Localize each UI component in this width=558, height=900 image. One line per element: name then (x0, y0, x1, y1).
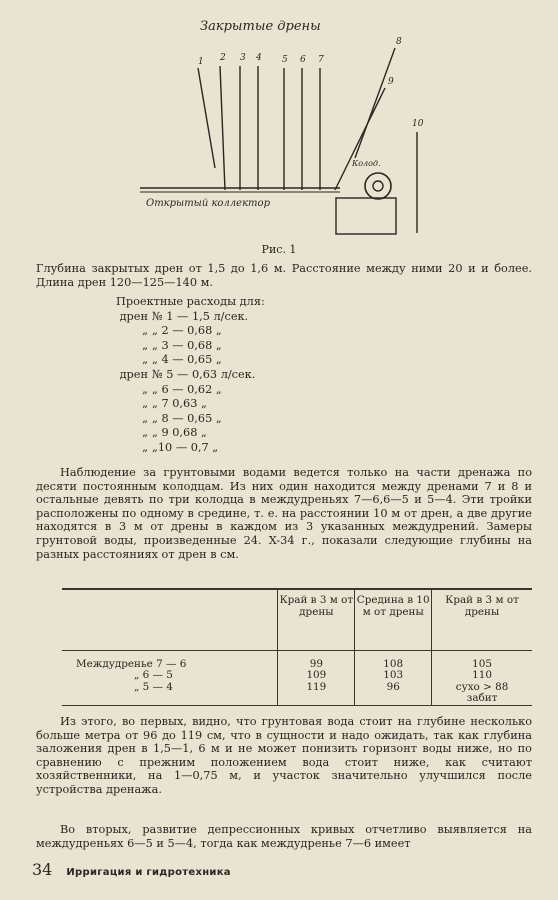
rate-label: „ (142, 426, 148, 440)
rate-label: „ (142, 353, 148, 367)
table-cell: 110 (472, 669, 492, 682)
table-cell: сухо > 88 забит (432, 682, 532, 705)
rate-value: „ 6 — 0,62 „ (152, 382, 222, 396)
collector-label: Открытый коллектор (146, 198, 270, 209)
table-header-row (62, 589, 532, 651)
rate-row (100, 383, 265, 398)
table-cell: 108 (355, 651, 432, 671)
outlet-box (336, 198, 396, 234)
page-number: 34 (32, 860, 53, 879)
table-cell: 119 (278, 682, 355, 705)
rate-label: дрен (119, 367, 148, 381)
table-row (62, 682, 532, 705)
drain-number: 3 (240, 53, 246, 63)
rate-value: „ 7 0,63 „ (152, 397, 207, 411)
rate-row (100, 441, 265, 456)
rate-value: „ 8 — 0,65 „ (152, 411, 222, 425)
rate-label: „ (142, 440, 148, 454)
drain-number: 1 (198, 57, 204, 67)
journal-title: Ирригация и гидротехника (66, 867, 231, 878)
rate-row (100, 426, 265, 441)
rate-value: „ 9 0,68 „ (152, 426, 207, 440)
rate-value: „10 — 0,7 „ (152, 440, 219, 454)
rate-label: „ (142, 411, 148, 425)
table-header (62, 589, 278, 651)
well-icon (365, 173, 391, 199)
rate-label: „ (142, 382, 148, 396)
page-footer (32, 860, 532, 879)
rate-row (100, 353, 265, 368)
drain-number: 9 (388, 77, 394, 87)
table-cell: 103 (355, 670, 432, 681)
rate-row (100, 339, 265, 354)
rate-value: „ 3 — 0,68 „ (152, 338, 222, 352)
table-cell: 96 (355, 682, 432, 705)
table-header: Край в 3 м от дрены (432, 589, 532, 651)
table-header: Средина в 10 м от дрены (355, 589, 432, 651)
rate-row (100, 368, 265, 383)
conclusion-paragraph: Из этого, во первых, видно, что грунтовая вода стоит на глубине несколько больше метра от 96 до 119 см, что в сущности и надо ожидать, так как глубина заложения дрен в 1,5—1, 6 м и не может понизить горизонт воды ниже, но по сравнению с прежним положением вода стоит ниже, как считают хозяйственники, на 1—0,75 м, и участок значительно улучшился после устройства дренажа. (36, 715, 532, 796)
figure-caption: Рис. 1 (261, 243, 297, 256)
drain-number: 10 (412, 119, 424, 129)
groundwater-table (62, 588, 532, 706)
rate-label: „ (142, 324, 148, 338)
table-cell: 105 (472, 658, 492, 670)
drainage-diagram (130, 8, 430, 240)
drain-number: 7 (318, 55, 324, 65)
figure-title: Закрытые дрены (200, 19, 321, 34)
rate-row (100, 324, 265, 339)
rate-label: дрен (119, 309, 148, 323)
design-rates (100, 295, 265, 456)
observation-paragraph: Наблюдение за грунтовыми водами ведется только на части дренажа по десяти постоянным колодцам. Из них один находится между дренами 7 и 8 и остальные девять по три колодца в междудреньях 7—6,6—5 и 5—4. Эти тройки расположены по одному в средине, т. е. на расстоянии 10 м от дрен, а две другие находятся в 3 м от дрены в каждом из 3 указанных междудрений. Замеры грунтовой воды, произведенные 24. X-34 г., показали следующие глубины на разных расстояниях от дрен в см. (36, 466, 532, 561)
well-icon (373, 181, 383, 191)
rates-heading: Проектные расходы для: (116, 295, 265, 308)
rate-row (100, 310, 265, 325)
drain-number: 5 (282, 55, 288, 65)
drain-number: 6 (300, 55, 306, 65)
rate-label: „ (142, 397, 148, 411)
row-label: „ 5 — 4 (134, 680, 173, 693)
drainage-figure (130, 8, 430, 240)
table-row (62, 651, 532, 671)
drain-number: 8 (396, 37, 402, 47)
rate-value: № 1 — 1,5 л/сек. (152, 309, 249, 323)
rate-label: „ (142, 338, 148, 352)
rate-row (100, 397, 265, 412)
table-cell: 109 (278, 670, 355, 681)
intro-paragraph: Глубина закрытых дрен от 1,5 до 1,6 м. Расстояние между ними 20 и и более. Длина дрен 120—125—140 м. (36, 262, 532, 289)
row-label: „ 6 — 5 (134, 669, 173, 682)
table-cell: 99 (278, 651, 355, 671)
rate-value: „ 2 — 0,68 „ (152, 324, 222, 338)
well-label: Колод. (352, 159, 381, 168)
drain-number: 2 (220, 53, 226, 63)
table-header: Край в 3 м от дрены (278, 589, 355, 651)
rate-value: № 5 — 0,63 л/сек. (152, 367, 256, 381)
second-paragraph: Во вторых, развитие депрессионных кривых отчетливо выявляется на междудреньях 6—5 и 5—4, тогда как междудренье 7—6 имеет (36, 823, 532, 850)
rate-row (100, 412, 265, 427)
row-label: Междудренье 7 — 6 (76, 658, 187, 670)
rate-value: „ 4 — 0,65 „ (152, 353, 222, 367)
drain-number: 4 (256, 53, 262, 63)
